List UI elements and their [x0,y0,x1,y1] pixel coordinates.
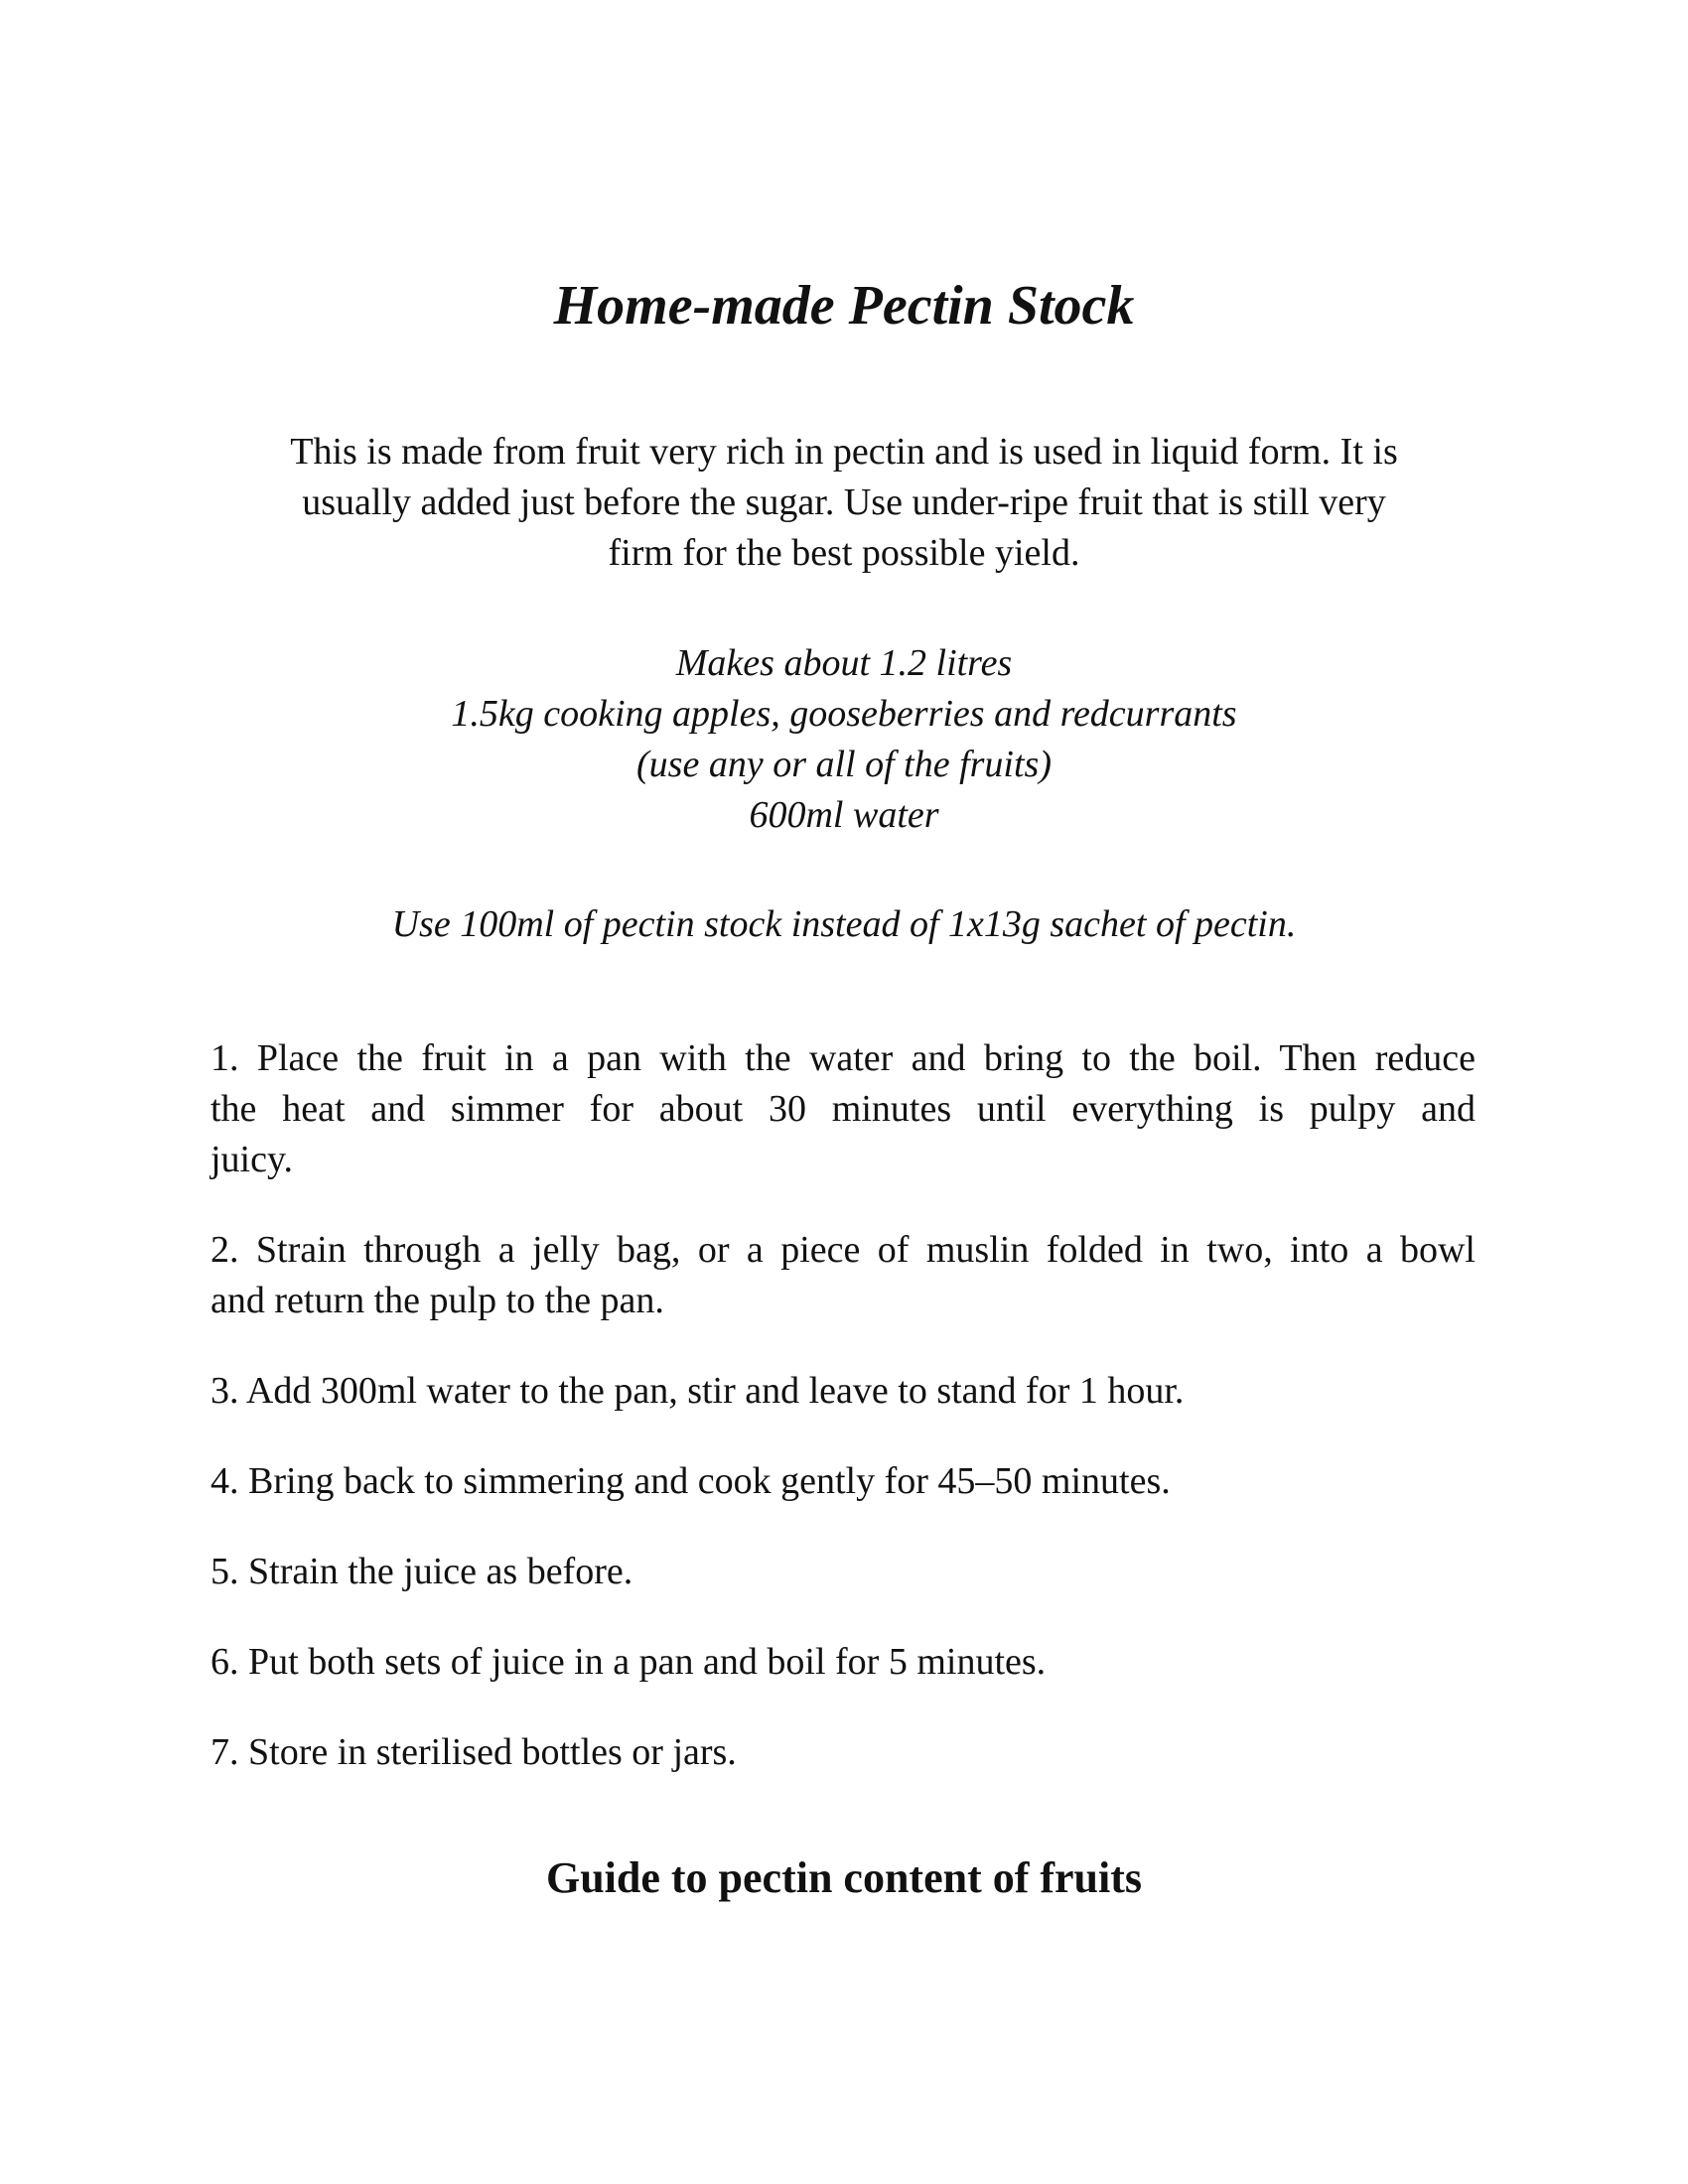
step-7 [211,1727,1476,1778]
step-line: 1. Place the fruit in a pan with the water and bring to the boil. Then reduce [211,1037,1476,1079]
intro-paragraph [218,427,1470,579]
step-line: 4. Bring back to simmering and cook gently for 45–50 minutes. [211,1460,1171,1502]
ingredient-fruit-note: (use any or all of the fruits) [636,744,1052,785]
step-2 [211,1225,1476,1326]
step-line: the heat and simmer for about 30 minutes until everything is pulpy and [211,1088,1476,1130]
step-line: 2. Strain through a jelly bag, or a piece of muslin folded in two, into a bowl [211,1229,1476,1271]
step-line: 5. Strain the juice as before. [211,1551,633,1592]
step-3 [211,1366,1476,1417]
step-5 [211,1547,1476,1597]
recipe-title: Home-made Pectin Stock [553,275,1135,337]
section-heading: Guide to pectin content of fruits [545,1853,1143,1902]
ingredient-water: 600ml water [749,794,939,836]
step-1 [211,1033,1476,1185]
intro-line: This is made from fruit very rich in pectin and is used in liquid form. It is [290,431,1398,473]
substitution-note: Use 100ml of pectin stock instead of 1x13g sachet of pectin. [391,903,1297,945]
ingredient-fruit: 1.5kg cooking apples, gooseberries and redcurrants [451,693,1237,735]
step-line: 6. Put both sets of juice in a pan and boil for 5 minutes. [211,1641,1047,1683]
intro-line: usually added just before the sugar. Use under-ripe fruit that is still very [302,481,1386,523]
intro-line: firm for the best possible yield. [608,532,1080,574]
ingredients-block [199,638,1489,841]
step-6 [211,1637,1476,1688]
step-line: 7. Store in sterilised bottles or jars. [211,1731,737,1773]
step-line: juicy. [211,1139,294,1180]
step-4 [211,1456,1476,1507]
step-line: 3. Add 300ml water to the pan, stir and leave to stand for 1 hour. [211,1370,1185,1412]
method-steps [211,1033,1476,1818]
yield-text: Makes about 1.2 litres [675,642,1013,684]
step-line: and return the pulp to the pan. [211,1280,664,1321]
